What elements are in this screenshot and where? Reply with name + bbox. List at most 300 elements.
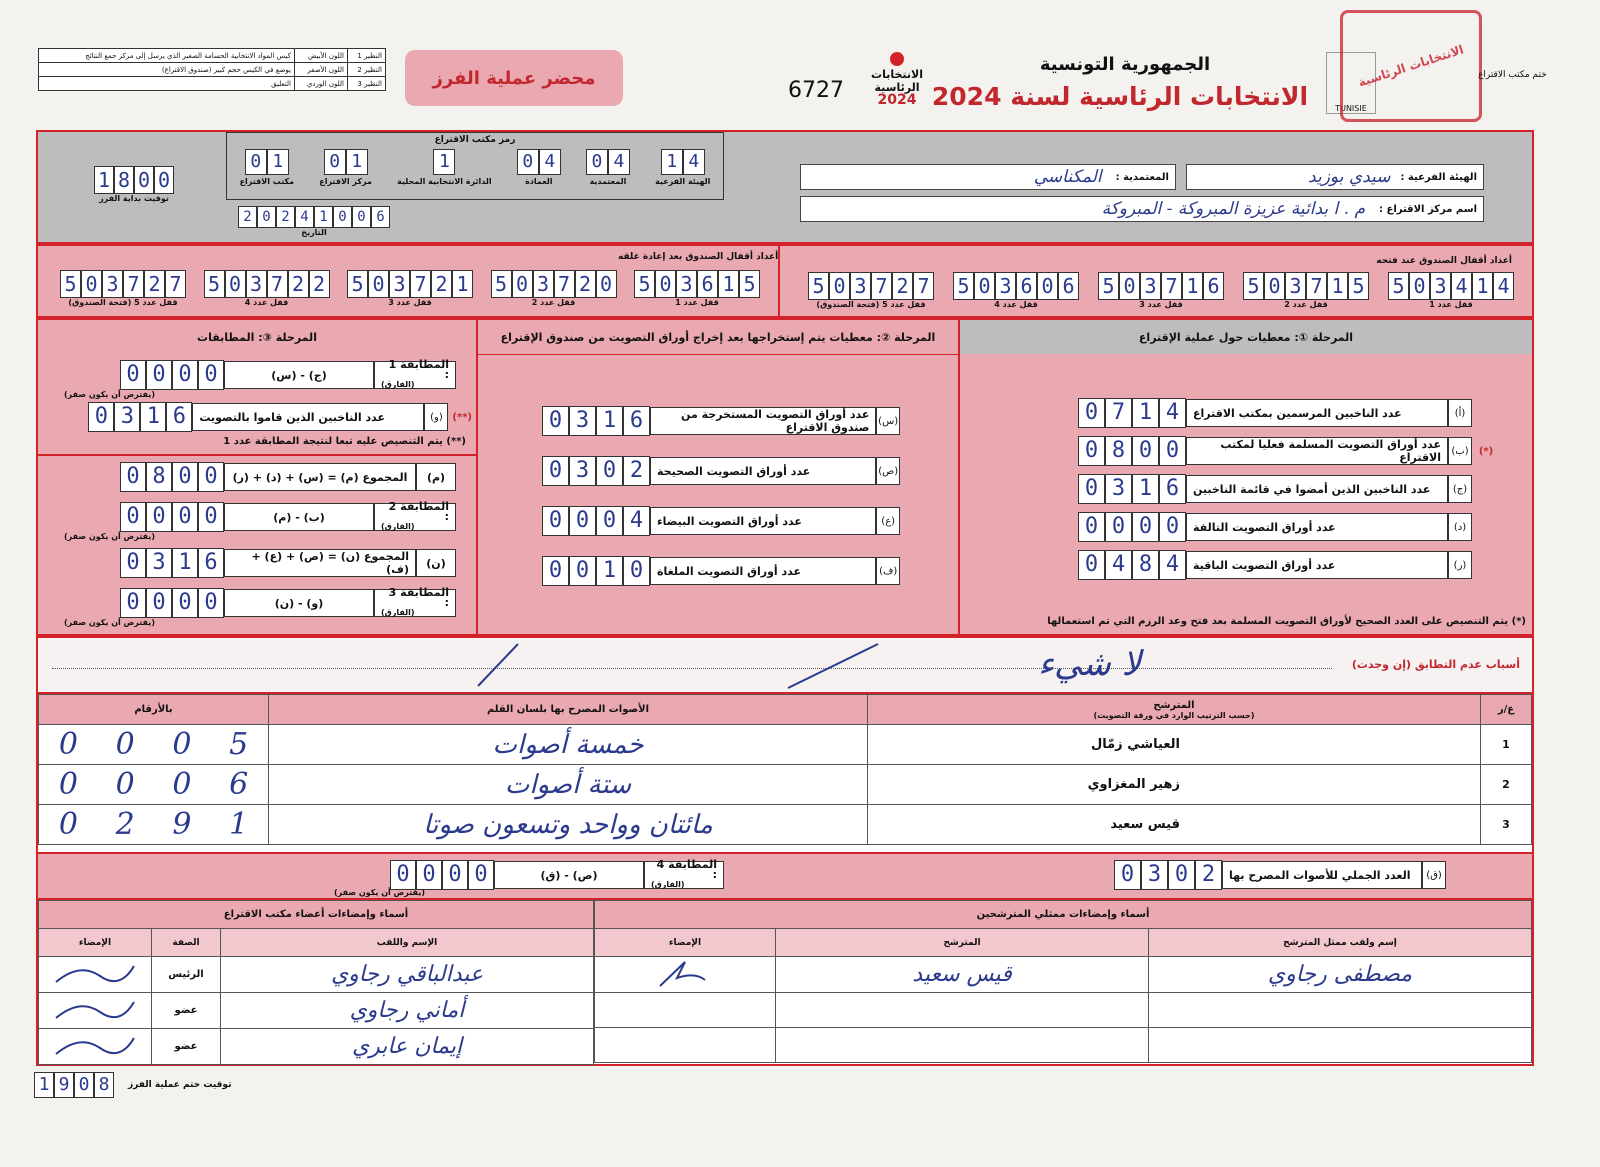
sub-authority-label: الهيئة الفرعية : xyxy=(1400,171,1477,183)
digit-cell: 8 xyxy=(1105,436,1132,466)
digit-cell: 0 xyxy=(81,270,102,298)
match4-formula: (ص) - (ق) xyxy=(540,868,598,882)
digit-cell: 7 xyxy=(1161,272,1182,300)
lock-digits xyxy=(808,272,934,300)
stage3-header xyxy=(38,320,476,354)
digit-cell: 0 xyxy=(974,272,995,300)
digit-cell: 2 xyxy=(575,270,596,298)
digit-cell: 0 xyxy=(245,149,267,175)
cand-digits-cell xyxy=(39,725,269,765)
locks-open-title: أعداد أقفال الصندوق عند فتحه xyxy=(1376,256,1512,266)
digit-cell: 0 xyxy=(596,270,617,298)
digit-cell: 5 xyxy=(1388,272,1409,300)
envelope-desc: كيس المواد الانتخابية الحسامة الصغير الذي يرسل إلى مركز جمع النتائج xyxy=(39,49,295,63)
code-groups xyxy=(227,149,723,186)
digit-cell: 1 xyxy=(1182,272,1203,300)
digit-cell: 0 xyxy=(1078,474,1105,504)
cand-name: زهير المغزاوي xyxy=(868,765,1481,805)
cand-digit: 0 xyxy=(172,727,192,762)
digit-cell: 0 xyxy=(1159,512,1186,542)
digit-cell: 0 xyxy=(368,270,389,298)
digit-cell: 0 xyxy=(1078,398,1105,428)
stage1-label: عدد أوراق التصويت المسلمة فعليا لمكتب الاقتراع xyxy=(1186,437,1448,465)
cand-digit: 0 xyxy=(115,727,135,762)
digit-cell: 1 xyxy=(433,149,455,175)
match2-digits xyxy=(120,502,224,532)
digit-cell: 3 xyxy=(1430,272,1451,300)
start-time-label: توقيت بداية الفرز xyxy=(99,194,169,203)
stage2-label: عدد أوراق التصويت المستخرجة من صندوق الاقتراع xyxy=(650,407,876,435)
sub-authority-value: سيدي بوزيد xyxy=(1308,167,1391,187)
digit-cell: 3 xyxy=(1105,474,1132,504)
sum-n-row xyxy=(62,548,456,578)
digit-cell: 0 xyxy=(1078,550,1105,580)
match4-formula-box xyxy=(494,861,644,889)
rep-name xyxy=(1149,1028,1532,1063)
digit-cell: 2 xyxy=(238,206,257,228)
lock-label: قفل عدد 1 xyxy=(675,298,719,307)
digit-cell: 7 xyxy=(1306,272,1327,300)
digit-cell: 4 xyxy=(1451,272,1472,300)
locks-open-row xyxy=(808,272,1514,309)
code-group xyxy=(517,149,561,186)
stage1-label: عدد الناخبين الذين أمضوا في قائمة الناخبين xyxy=(1186,475,1448,503)
match1-label: المطابقة 1 : xyxy=(388,358,449,381)
match1-label-box xyxy=(374,358,456,389)
lock-open-1 xyxy=(1388,272,1514,309)
match1-formula: (ج) - (س) xyxy=(271,368,327,382)
form-number: 6727 xyxy=(788,78,844,103)
cand-digit: 2 xyxy=(115,807,135,842)
sum-n-digits xyxy=(120,548,224,578)
digit-cell: 7 xyxy=(554,270,575,298)
digit-cell: 1 xyxy=(34,1072,54,1098)
digit-cell: 0 xyxy=(569,556,596,586)
digit-cell: 0 xyxy=(596,506,623,536)
official-stamp xyxy=(1340,10,1482,122)
code-label: العمادة xyxy=(525,177,553,186)
sub-authority-field xyxy=(1186,164,1484,190)
stage2-digits xyxy=(542,456,650,486)
digit-cell: 0 xyxy=(172,588,198,618)
stage1-star: (*) xyxy=(1478,445,1494,457)
match1-sub: (الفارق) xyxy=(381,380,415,389)
member-role: عضو xyxy=(152,1029,221,1065)
stage1-note: (*) يتم التنصيص على العدد الصحيح لأوراق التصويت المسلمة بعد فتح وعد الرزم التي تم استعمالها xyxy=(1047,616,1526,627)
logo-line1: الانتخابات xyxy=(871,68,923,81)
rep-signature xyxy=(595,993,776,1028)
rep-candidate xyxy=(776,1028,1149,1063)
match3-formula-box xyxy=(224,589,374,617)
cand-digit: 9 xyxy=(172,807,192,842)
stage2-title: المرحلة ②: معطيات يتم إستخراجها بعد إخراج أوراق التصويت من صندوق الإقتراع xyxy=(500,330,936,344)
stage1-row xyxy=(1020,436,1500,466)
sum-m-label: المجموع (م) = (س) + (د) + (ر) xyxy=(232,470,408,484)
voters-label-box xyxy=(192,403,424,431)
digit-cell: 0 xyxy=(198,462,224,492)
member-role: عضو xyxy=(152,993,221,1029)
reps-table xyxy=(594,900,1532,1063)
total-code: (ق) xyxy=(1426,869,1442,881)
code-group xyxy=(655,149,710,186)
digit-cell: 1 xyxy=(1132,398,1159,428)
stage2-code: (ع) xyxy=(876,507,900,535)
lock-digits xyxy=(347,270,473,298)
stage2-inner xyxy=(478,354,958,635)
digit-cell: 2 xyxy=(276,206,295,228)
envelope-num: النظير 1 xyxy=(347,49,385,63)
lock-digits xyxy=(1243,272,1369,300)
signature-scribble xyxy=(655,958,715,988)
digit-cell: 0 xyxy=(198,502,224,532)
digit-cell: 0 xyxy=(257,206,276,228)
digit-cell: 5 xyxy=(1098,272,1119,300)
date-label: التاريخ xyxy=(301,228,327,237)
match3-label: المطابقة 3 : xyxy=(388,586,449,609)
lock-label: قفل عدد 5 (فتحة الصندوق) xyxy=(816,300,926,309)
digit-cell: 1 xyxy=(1132,474,1159,504)
digit-cell: 0 xyxy=(1159,436,1186,466)
stage2-row xyxy=(542,406,900,436)
sum-n-code-box xyxy=(416,549,456,577)
digit-cell: 0 xyxy=(324,149,346,175)
stage1-row xyxy=(1020,550,1500,580)
digit-cell: 0 xyxy=(120,502,146,532)
reps-h-sig: الإمضاء xyxy=(595,929,776,957)
digit-cell: 0 xyxy=(1078,436,1105,466)
stage2-row xyxy=(542,506,900,536)
code-label: الهيئة الفرعية xyxy=(655,177,711,186)
member-row xyxy=(39,993,594,1029)
cand-digits xyxy=(40,807,267,842)
digit-cell: 4 xyxy=(1105,550,1132,580)
voters-code-box xyxy=(424,403,448,431)
member-row xyxy=(39,1029,594,1065)
stage2-code: (ف) xyxy=(876,557,900,585)
member-name: إيمان عابري xyxy=(221,1029,594,1065)
locks-close-title: أعداد أقفال الصندوق بعد إعادة غلقه xyxy=(618,252,779,262)
tunisia-flag-icon xyxy=(890,52,904,66)
locks-close-row xyxy=(60,270,760,307)
lock-label: قفل عدد 5 (فتحة الصندوق) xyxy=(68,298,178,307)
digit-cell: 0 xyxy=(74,1072,94,1098)
match1-row xyxy=(62,360,456,390)
center-field xyxy=(800,196,1484,222)
sum-n-code: (ن) xyxy=(426,556,446,570)
digit-cell: 0 xyxy=(517,149,539,175)
digit-cell: 0 xyxy=(1037,272,1058,300)
rep-row xyxy=(595,993,1532,1028)
digit-cell: 1 xyxy=(596,556,623,586)
digit-cell: 6 xyxy=(371,206,390,228)
envelope-row xyxy=(39,77,386,91)
candidates-table xyxy=(38,694,1532,845)
digit-cell: 0 xyxy=(1168,860,1195,890)
digit-cell: 8 xyxy=(1132,550,1159,580)
stage3-note2: (**) يتم التنصيص عليه تبعا لنتيجة المطابقة عدد 1 xyxy=(223,436,466,447)
stage1-label: عدد أوراق التصويت التالفة xyxy=(1186,513,1448,541)
cand-digits xyxy=(40,727,267,762)
digit-cell: 5 xyxy=(1348,272,1369,300)
logo-year: 2024 xyxy=(877,92,917,108)
match1-formula-box xyxy=(224,361,374,389)
cand-name: العياشي زمّال xyxy=(868,725,1481,765)
voters-row xyxy=(62,402,472,432)
cand-digit: 0 xyxy=(172,767,192,802)
digit-cell: 9 xyxy=(54,1072,74,1098)
lock-label: قفل عدد 3 xyxy=(388,298,432,307)
sum-m-code-box xyxy=(416,463,456,491)
sum-m-code: (م) xyxy=(426,470,446,484)
match2-formula: (ب) - (م) xyxy=(273,510,325,524)
digit-cell: 4 xyxy=(1493,272,1514,300)
mem-h-name: الإسم واللقب xyxy=(221,929,594,957)
reps-title: أسماء وإمضاءات ممثلي المترشحين xyxy=(595,901,1532,929)
code-label: مكتب الاقتراع xyxy=(239,177,295,186)
stage1-digits xyxy=(1078,474,1186,504)
total-row xyxy=(872,860,1446,890)
mem-h-sig: الإمضاء xyxy=(39,929,152,957)
rep-candidate xyxy=(776,993,1149,1028)
digit-cell: 5 xyxy=(347,270,368,298)
digit-cell: 0 xyxy=(442,860,468,890)
stage1-row xyxy=(1020,398,1500,428)
digit-cell: 4 xyxy=(623,506,650,536)
signature-scribble xyxy=(50,994,140,1024)
cand-h-name: المترشح xyxy=(1153,699,1195,711)
total-code-box xyxy=(1422,861,1446,889)
cand-digit: 5 xyxy=(229,727,249,762)
stage1-code: (د) xyxy=(1448,513,1472,541)
digit-cell: 7 xyxy=(410,270,431,298)
digit-cell: 7 xyxy=(165,270,186,298)
digit-cell: 3 xyxy=(676,270,697,298)
code-digits xyxy=(397,149,492,175)
code-group xyxy=(240,149,295,186)
digit-cell: 0 xyxy=(596,456,623,486)
lock-open-4 xyxy=(953,272,1079,309)
logo-line2: الرئاسية xyxy=(874,81,920,94)
lock-close-5 xyxy=(60,270,186,307)
reasons-label: أسباب عدم التطابق (إن وجدت) xyxy=(1351,658,1520,671)
rep-name xyxy=(1149,993,1532,1028)
digit-cell: 1 xyxy=(267,149,289,175)
digit-cell: 3 xyxy=(246,270,267,298)
sum-n-label-box xyxy=(224,549,416,577)
digit-cell: 5 xyxy=(739,270,760,298)
envelope-table xyxy=(38,48,386,91)
stage1-digits xyxy=(1078,436,1186,466)
digit-cell: 4 xyxy=(1159,550,1186,580)
code-digits xyxy=(586,149,630,175)
digit-cell: 0 xyxy=(146,588,172,618)
stage2-label: عدد أوراق التصويت الصحيحة xyxy=(650,457,876,485)
strike-lines xyxy=(458,638,898,694)
cand-digit: 0 xyxy=(115,767,135,802)
digit-cell: 4 xyxy=(539,149,561,175)
digit-cell: 8 xyxy=(146,462,172,492)
digit-cell: 6 xyxy=(198,548,224,578)
candidates-section xyxy=(36,692,1534,854)
digit-cell: 0 xyxy=(1105,512,1132,542)
envelope-desc: التعليق xyxy=(39,77,295,91)
election-title: الانتخابات الرئاسية لسنة 2024 xyxy=(931,82,1309,111)
digit-cell: 0 xyxy=(542,456,569,486)
digit-cell: 0 xyxy=(655,270,676,298)
match2-label-box xyxy=(374,500,456,531)
lock-label: قفل عدد 2 xyxy=(531,298,576,307)
code-title: رمز مكتب الاقتراع xyxy=(434,135,516,145)
cand-digit: 6 xyxy=(229,767,249,802)
stamp-text: الانتخابات الرئاسية xyxy=(1356,42,1466,90)
digit-cell: 0 xyxy=(120,360,146,390)
digit-cell: 0 xyxy=(172,360,198,390)
digit-cell: 0 xyxy=(198,588,224,618)
match4-row xyxy=(332,860,724,890)
stage2-section xyxy=(476,318,960,636)
lock-label: قفل عدد 4 xyxy=(244,298,289,307)
start-time-digits xyxy=(94,166,174,194)
digit-cell: 1 xyxy=(661,149,683,175)
stage2-header xyxy=(478,320,958,354)
stage1-label: عدد الناخبين المرسمين بمكتب الاقتراع xyxy=(1186,399,1448,427)
cand-digit: 1 xyxy=(229,807,249,842)
stage3-divider xyxy=(38,454,476,456)
code-group xyxy=(586,149,630,186)
members-title: أسماء وإمضاءات أعضاء مكتب الاقتراع xyxy=(39,901,594,929)
member-signature xyxy=(39,993,152,1029)
delegation-field xyxy=(800,164,1176,190)
stage2-digits xyxy=(542,406,650,436)
total-digits xyxy=(1114,860,1222,890)
code-label: مركز الاقتراع xyxy=(319,177,372,186)
cand-digit: 0 xyxy=(58,767,78,802)
digit-cell: 8 xyxy=(114,166,134,194)
digit-cell: 0 xyxy=(146,360,172,390)
form-title: محضر عملية الفرز xyxy=(432,67,596,89)
digit-cell: 8 xyxy=(94,1072,114,1098)
digit-cell: 6 xyxy=(697,270,718,298)
digit-cell: 0 xyxy=(1264,272,1285,300)
digit-cell: 1 xyxy=(314,206,333,228)
match2-label: المطابقة 2 : xyxy=(388,500,449,523)
candidate-row xyxy=(39,725,1532,765)
digit-cell: 0 xyxy=(198,360,224,390)
envelope-color: اللون الأصفر xyxy=(294,63,347,77)
digit-cell: 0 xyxy=(172,502,198,532)
digit-cell: 4 xyxy=(295,206,314,228)
digit-cell: 5 xyxy=(634,270,655,298)
lock-open-3 xyxy=(1098,272,1224,309)
voters-star: (**) xyxy=(452,411,472,423)
envelope-num: النظير 3 xyxy=(347,77,385,91)
member-signature xyxy=(39,1029,152,1065)
match1-digits xyxy=(120,360,224,390)
stage1-row xyxy=(1020,474,1500,504)
digit-cell: 0 xyxy=(88,402,114,432)
digit-cell: 1 xyxy=(140,402,166,432)
rep-signature xyxy=(595,1028,776,1063)
digit-cell: 0 xyxy=(120,462,146,492)
stage3-title: المرحلة ③: المطابقات xyxy=(197,330,317,344)
delegation-value: المكناسي xyxy=(1033,167,1102,187)
envelope-row xyxy=(39,49,386,63)
stage2-label: عدد أوراق التصويت الملغاة xyxy=(650,557,876,585)
match3-formula: (و) - (ن) xyxy=(274,596,324,610)
cand-num: 3 xyxy=(1481,805,1532,845)
digit-cell: 1 xyxy=(718,270,739,298)
digit-cell: 1 xyxy=(346,149,368,175)
stage1-row xyxy=(1020,512,1500,542)
cand-h-digits: بالأرقام xyxy=(39,695,269,725)
cand-digits-cell xyxy=(39,765,269,805)
lock-label: قفل عدد 2 xyxy=(1284,300,1328,309)
cand-words: ستة أصوات xyxy=(269,765,868,805)
envelope-color: اللون الأبيض xyxy=(294,49,347,63)
lock-close-2 xyxy=(491,270,617,307)
cand-num: 1 xyxy=(1481,725,1532,765)
digit-cell: 3 xyxy=(995,272,1016,300)
match4-label-box xyxy=(644,858,724,889)
zero-hint-4: (يفترض أن يكون صفر) xyxy=(334,888,425,897)
digit-cell: 1 xyxy=(596,406,623,436)
digit-cell: 5 xyxy=(491,270,512,298)
start-time-group xyxy=(94,166,174,203)
digit-cell: 1 xyxy=(1472,272,1493,300)
digit-cell: 6 xyxy=(166,402,192,432)
stage1-title: المرحلة ①: معطيات حول عملية الإقتراع xyxy=(1138,330,1354,344)
reasons-value: لا شيء xyxy=(1038,644,1142,684)
sum-m-row xyxy=(62,462,456,492)
signatures-section xyxy=(36,898,1534,1066)
signature-scribble xyxy=(50,1030,140,1060)
stage1-code: (أ) xyxy=(1448,399,1472,427)
digit-cell: 0 xyxy=(134,166,154,194)
rep-signature xyxy=(595,957,776,993)
stage1-section xyxy=(958,318,1534,636)
member-role: الرئيس xyxy=(152,957,221,993)
cand-h-name-cell xyxy=(868,695,1481,725)
signature-scribble xyxy=(50,958,140,988)
digit-cell: 0 xyxy=(1114,860,1141,890)
reasons-section xyxy=(36,636,1534,694)
republic-title: الجمهورية التونسية xyxy=(1039,54,1211,75)
delegation-label: المعتمدية : xyxy=(1115,171,1169,183)
voters-digits xyxy=(88,402,192,432)
locks-divider xyxy=(778,246,780,318)
rep-candidate: قيس سعيد xyxy=(776,957,1149,993)
stage2-digits xyxy=(542,506,650,536)
stage1-digits xyxy=(1078,398,1186,428)
digit-cell: 6 xyxy=(1058,272,1079,300)
code-digits xyxy=(655,149,710,175)
election-logo xyxy=(868,52,926,107)
cand-h-num: ع/ر xyxy=(1481,695,1532,725)
lock-open-2 xyxy=(1243,272,1369,309)
digit-cell: 0 xyxy=(120,548,146,578)
code-box xyxy=(226,132,724,200)
digit-cell: 3 xyxy=(569,406,596,436)
lock-digits xyxy=(491,270,617,298)
cand-words: خمسة أصوات xyxy=(269,725,868,765)
code-group xyxy=(397,149,492,186)
total-label: العدد الجملي للأصوات المصرح بها xyxy=(1229,868,1411,882)
digit-cell: 4 xyxy=(608,149,630,175)
stage1-label: عدد أوراق التصويت الباقية xyxy=(1186,551,1448,579)
candidate-row xyxy=(39,765,1532,805)
lock-digits xyxy=(953,272,1079,300)
digit-cell: 7 xyxy=(1105,398,1132,428)
